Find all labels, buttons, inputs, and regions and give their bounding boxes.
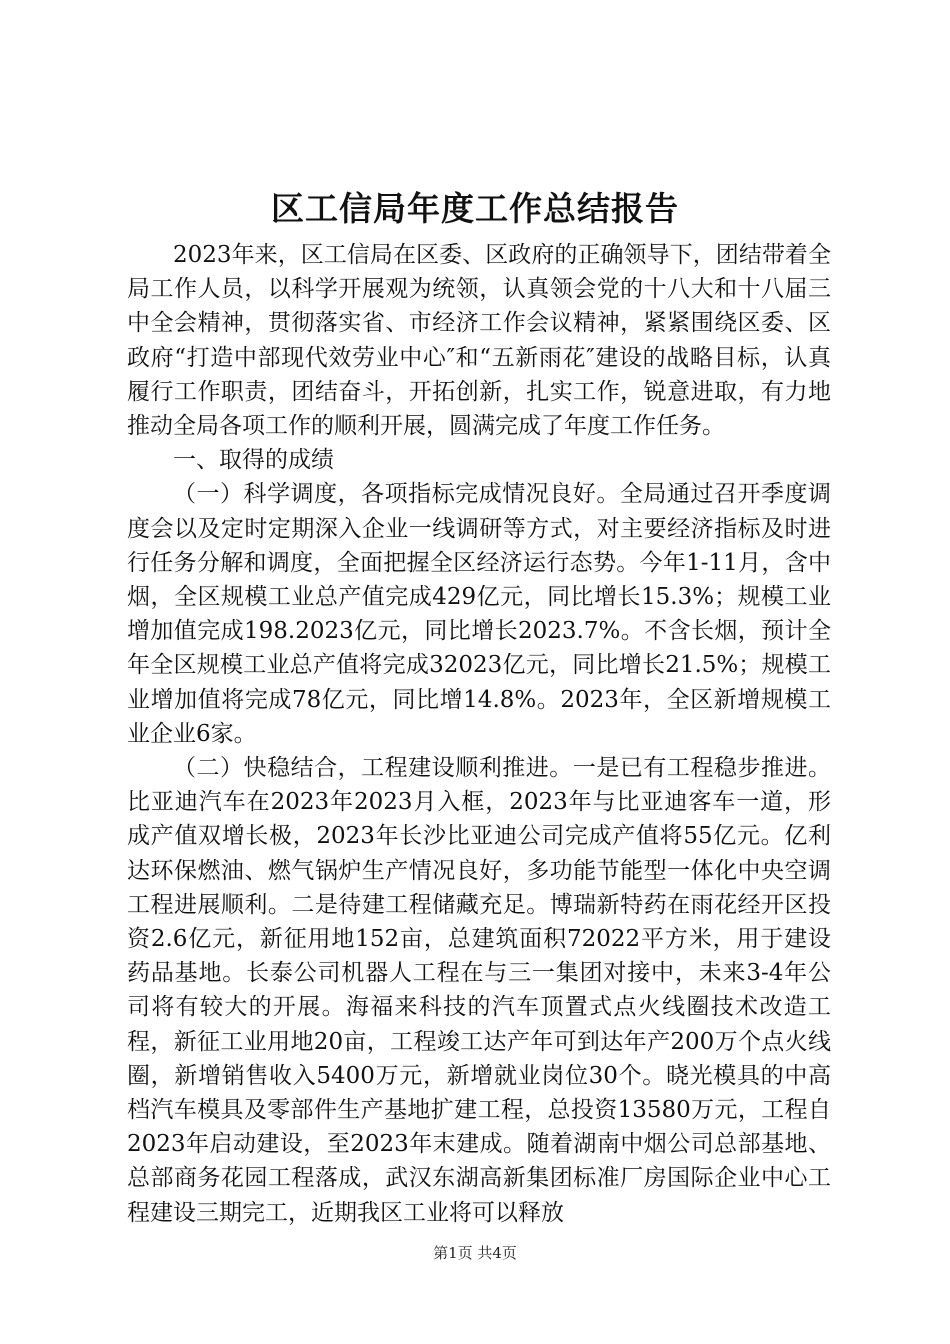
document-body [127, 238, 831, 1230]
document-title: 区工信局年度工作总结报告 [271, 189, 679, 228]
page-footer [0, 1243, 950, 1263]
page-number: 第1页 [433, 1244, 473, 1262]
paragraph-projects: （二）快稳结合，工程建设顺利推进。一是已有工程稳步推进。比亚迪汽车在2023年2023月入框，2023年与比亚迪客车一道，形成产值双增长极，2023年长沙比亚迪公司完成产值将55亿元。亿利达环保燃油、燃气锅炉生产情况良好，多功能节能型一体化中央空调工程进展顺利。二是待建工程储藏充足。博瑞新特药在雨花经开区投资2.6亿元，新征用地152亩，总建筑面积72022平方米，用于建设药品基地。长泰公司机器人工程在与三一集团对接中，未来3-4年公司将有较大的开展。海福来科技的汽车顶置式点火线圈技术改造工程，新征工业用地20亩，工程竣工达产年可到达年产200万个点火线圈，新增销售收入5400万元，新增就业岗位30个。晓光模具的中高档汽车模具及零部件生产基地扩建工程，总投资13580万元，工程自2023年启动建设，至2023年末建成。随着湖南中烟公司总部基地、总部商务花园工程落成，武汉东湖高新集团标准厂房国际企业中心工程建设三期完工，近期我区工业将可以释放 [127, 755, 831, 1226]
intro-paragraph: 2023年来，区工信局在区委、区政府的正确领导下，团结带着全局工作人员，以科学开展观为统领，认真领会党的十八大和十八届三中全会精神，贯彻落实省、市经济工作会议精神，紧紧围绕区委、区政府“打造中部现代效劳业中心″和“五新雨花″建设的战略目标，认真履行工作职责，团结奋斗，开拓创新，扎实工作，锐意进取，有力地推动全局各项工作的顺利开展，圆满完成了年度工作任务。 [127, 242, 831, 440]
section-heading: 一、取得的成绩 [173, 447, 334, 474]
page-total: 共4页 [477, 1244, 517, 1262]
paragraph-scheduling: （一）科学调度，各项指标完成情况良好。全局通过召开季度调度会以及定时定期深入企业一线调研等方式，对主要经济指标及时进行任务分解和调度，全面把握全区经济运行态势。今年1-11月，含中烟，全区规模工业总产值完成429亿元，同比增长15.3%；规模工业增加值完成198.2023亿元，同比增长2023.7%。不含长烟，预计全年全区规模工业总产值将完成32023亿元，同比增长21.5%；规模工业增加值将完成78亿元，同比增14.8%。2023年，全区新增规模工业企业6家。 [127, 481, 831, 747]
